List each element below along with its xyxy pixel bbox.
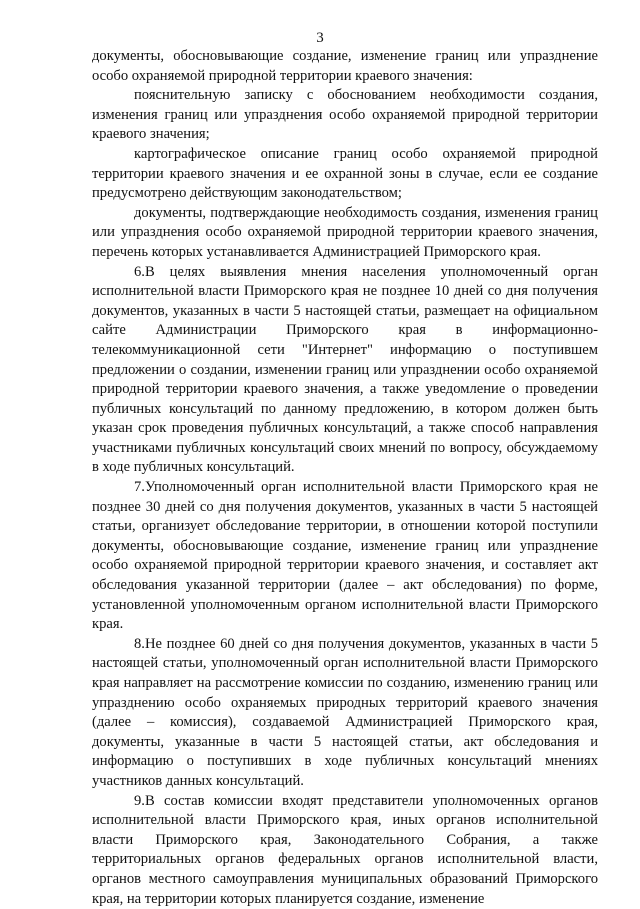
paragraph: 7.Уполномоченный орган исполнительной власти Приморского края не позднее 30 дней со дня получения документов, указанных в части 5 настоящей статьи, организует обследование территории, в отношении которой поступили документы, обосновывающие создание, изменение границ или упразднение особо охраняемой природной территории краевого значения, и составляет акт обследования указанной территории (далее – акт обследования) по форме, установленной уполномоченным органом исполнительной власти Приморского края. — [92, 479, 598, 633]
paragraph: картографическое описание границ особо охраняемой природной территории краевого значения и ее охранной зоны в случае, если ее создание предусмотрено действующим законодательством; — [92, 145, 598, 202]
paragraph: 8.Не позднее 60 дней со дня получения документов, указанных в части 5 настоящей статьи, уполномоченный орган исполнительной власти Приморского края направляет на рассмотрение комиссии по созданию, изменению границ или упразднению особо охраняемых природных территорий краевого значения (далее – комиссия), создаваемой Администрацией Приморского края, документы, указанные в части 5 настоящей статьи, акт обследования и информацию о поступивших в ходе публичных консультаций мнениях участников данных консультаций. — [92, 635, 598, 789]
paragraph: 6.В целях выявления мнения населения уполномоченный орган исполнительной власти Приморского края не позднее 10 дней со дня получения документов, указанных в части 5 настоящей статьи, размещает на официальном сайте Администрации Приморского края в информационно-телекоммуникационной сети "Интернет" информацию о поступившем предложении о создании, изменении границ или упразднении особо охраняемой природной территории краевого значения, а также уведомление о проведении публичных консультаций по данному предложению, в котором должен быть указан срок проведения публичных консультаций, а также способ направления участниками публичных консультаций своих мнений по вопросу, обсуждаемому в ходе публичных консультаций. — [92, 263, 598, 476]
paragraph: документы, обосновывающие создание, изменение границ или упразднение особо охраняемой природной территории краевого значения: — [92, 48, 598, 84]
paragraph: пояснительную записку с обоснованием необходимости создания, изменения границ или упразднения особо охраняемой природной территории краевого значения; — [92, 87, 598, 143]
document-body — [92, 47, 598, 909]
paragraph: 9.В состав комиссии входят представители уполномоченных органов исполнительной власти Приморского края, иных органов исполнительной власти Приморского края, Законодательного Собрания, а также территориальных органов федеральных органов исполнительной власти, органов местного самоуправления муниципальных образований Приморского края, на территории которых планируется создание, изменение — [92, 792, 598, 907]
paragraph: документы, подтверждающие необходимость создания, изменения границ или упразднения особо охраняемой природной территории краевого значения, перечень которых устанавливается Администрацией Приморского края. — [92, 204, 598, 260]
page-number: 3 — [316, 30, 324, 46]
